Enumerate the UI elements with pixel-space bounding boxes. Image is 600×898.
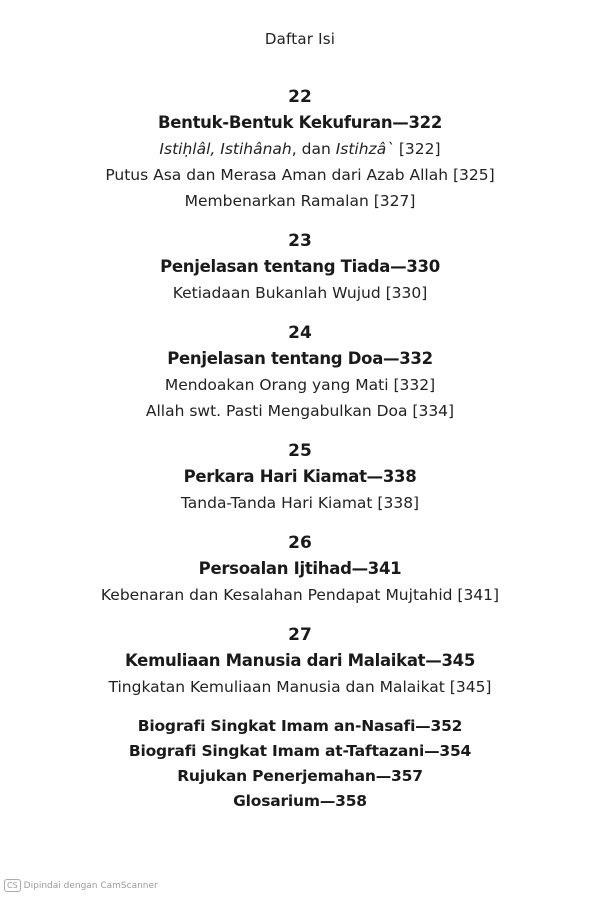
entry-italic-term: Istihzâ` bbox=[335, 140, 394, 158]
chapter-22 bbox=[0, 84, 600, 214]
toc-entry: Tanda-Tanda Hari Kiamat [338] bbox=[180, 494, 420, 512]
chapter-number: 26 bbox=[288, 533, 312, 553]
chapter-number: 25 bbox=[288, 441, 312, 461]
chapter-number: 23 bbox=[288, 231, 312, 251]
toc-entry: Mendoakan Orang yang Mati [332] bbox=[164, 376, 436, 394]
chapter-title: Persoalan Ijtihad—341 bbox=[198, 559, 402, 578]
chapter-number: 27 bbox=[288, 625, 312, 645]
backmatter-item: Biografi Singkat Imam an-Nasafi—352 bbox=[137, 717, 463, 735]
toc-entry bbox=[0, 136, 600, 162]
entry-separator: , dan bbox=[291, 140, 336, 158]
toc-entry: Membenarkan Ramalan [327] bbox=[184, 192, 416, 210]
entry-italic-term: Istiḥlâl, Istihânah bbox=[159, 140, 292, 158]
chapter-title: Bentuk-Bentuk Kekufuran—322 bbox=[157, 113, 443, 132]
backmatter-item: Biografi Singkat Imam at-Taftazani—354 bbox=[128, 742, 472, 760]
chapter-23 bbox=[0, 228, 600, 306]
chapter-number: 22 bbox=[288, 87, 312, 107]
chapter-title: Kemuliaan Manusia dari Malaikat—345 bbox=[124, 651, 476, 670]
toc-entry: Putus Asa dan Merasa Aman dari Azab Allah [325] bbox=[105, 166, 495, 184]
chapter-25 bbox=[0, 438, 600, 516]
chapter-title: Perkara Hari Kiamat—338 bbox=[183, 467, 417, 486]
backmatter-item: Rujukan Penerjemahan—357 bbox=[177, 767, 423, 785]
table-of-contents bbox=[0, 84, 600, 814]
chapter-27 bbox=[0, 622, 600, 700]
backmatter-item: Glosarium—358 bbox=[233, 792, 367, 810]
chapter-title: Penjelasan tentang Tiada—330 bbox=[160, 257, 440, 276]
chapter-number: 24 bbox=[288, 323, 312, 343]
camscanner-logo-icon: CS bbox=[4, 879, 21, 892]
toc-entry: Kebenaran dan Kesalahan Pendapat Mujtahid [341] bbox=[100, 586, 500, 604]
scanner-watermark bbox=[4, 879, 158, 892]
scanner-text: Dipindai dengan CamScanner bbox=[23, 881, 158, 891]
toc-entry: Tingkatan Kemuliaan Manusia dan Malaikat [345] bbox=[108, 678, 492, 696]
entry-page: [322] bbox=[393, 140, 441, 158]
toc-entry: Ketiadaan Bukanlah Wujud [330] bbox=[172, 284, 428, 302]
toc-entry: Allah swt. Pasti Mengabulkan Doa [334] bbox=[145, 402, 455, 420]
chapter-26 bbox=[0, 530, 600, 608]
running-head: Daftar Isi bbox=[264, 30, 336, 48]
backmatter-list bbox=[0, 714, 600, 814]
chapter-title: Penjelasan tentang Doa—332 bbox=[167, 349, 433, 368]
chapter-24 bbox=[0, 320, 600, 424]
